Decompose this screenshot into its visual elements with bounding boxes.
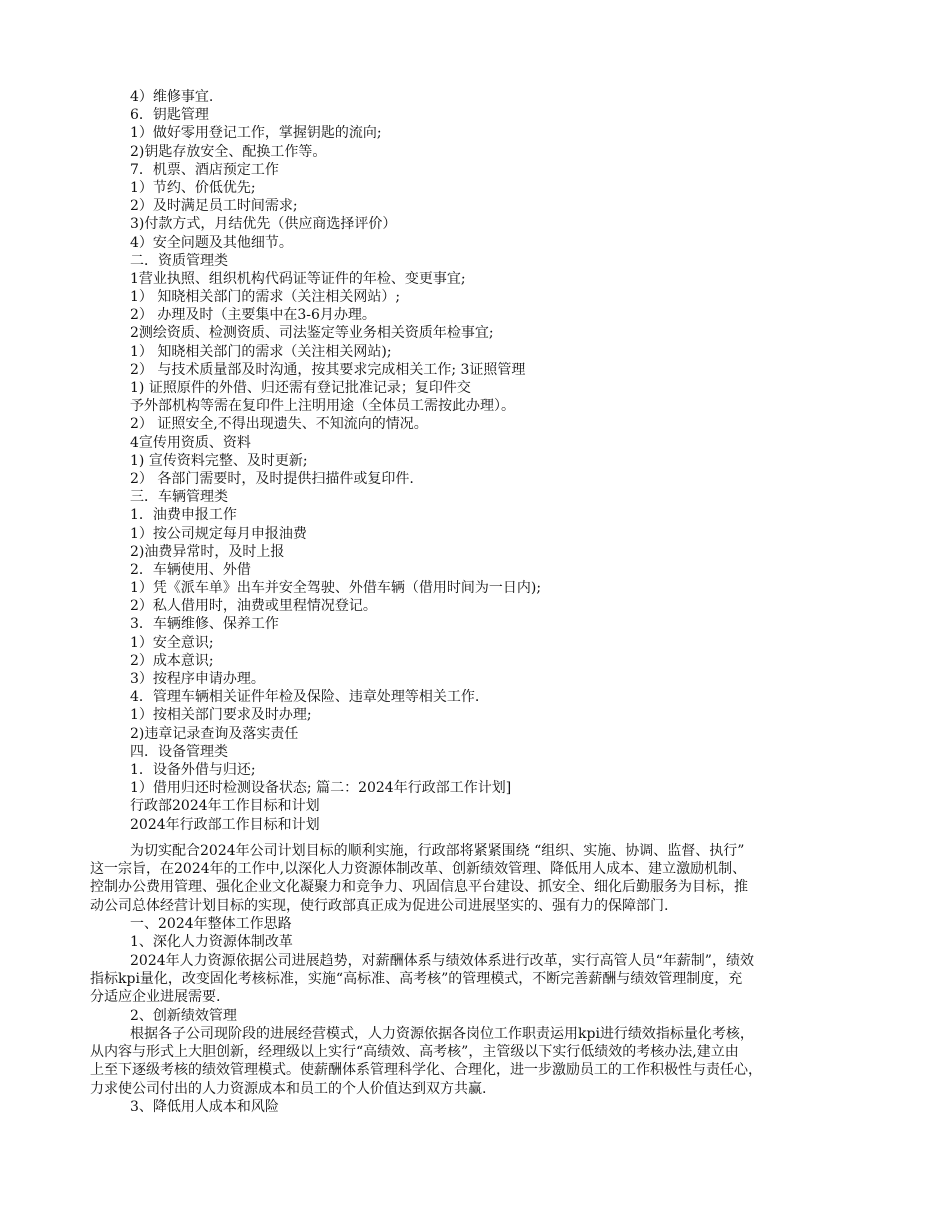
text-line: 2）私人借用时，油费或里程情况登记。 bbox=[130, 598, 377, 615]
text-line: 2)违章记录查询及落实责任 bbox=[130, 725, 299, 742]
performance-heading bbox=[0, 1007, 950, 1025]
hr-reform-paragraph bbox=[0, 952, 950, 1007]
document-subtitle: 2024年行政部工作目标和计划 bbox=[130, 816, 320, 833]
text-line: 1）节约、价低优先; bbox=[130, 179, 256, 196]
text-line: 1）安全意识; bbox=[130, 634, 214, 651]
text-line: 2）成本意识; bbox=[130, 652, 214, 669]
text-line: 予外部机构等需在复印件上注明用途（全体员工需按此办理）。 bbox=[130, 398, 515, 415]
text-line: 2)钥匙存放安全、配换工作等。 bbox=[130, 143, 327, 160]
text-line: 2） 证照安全,不得出现遗失、不知流向的情况。 bbox=[130, 416, 428, 433]
text-line: 1）按公司规定每月申报油费 bbox=[130, 525, 307, 542]
text-line: 1营业执照、组织机构代码证等证件的年检、变更事宜; bbox=[130, 270, 466, 287]
text-line: 1）按相关部门要求及时办理; bbox=[130, 707, 312, 724]
section-heading: 7．机票、酒店预定工作 bbox=[130, 161, 279, 178]
text-line: 2） 与技术质量部及时沟通，按其要求完成相关工作; 3证照管理 bbox=[130, 361, 526, 378]
paragraph-line: 这一宗旨，在2024年的工作中,以深化人力资源体制改革、创新绩效管理、降低用人成本、建立激励机制、 bbox=[90, 861, 747, 878]
text-line: 1） 知晓相关部门的需求（关注相关网站); bbox=[130, 343, 392, 360]
text-line: 2） 办理及时（主要集中在3-6月办理。 bbox=[130, 307, 376, 324]
text-line: 1）凭《派车单》出车并安全驾驶、外借车辆（借用时间为一日内); bbox=[130, 580, 542, 597]
section-heading: 1．设备外借与归还; bbox=[130, 761, 256, 778]
section-heading: 4．管理车辆相关证件年检及保险、违章处理等相关工作. bbox=[130, 689, 480, 706]
paragraph-line: 2、创新绩效管理 bbox=[130, 1008, 237, 1024]
text-line: 4宣传用资质、资料 bbox=[130, 434, 251, 451]
paragraph-line: 控制办公费用管理、强化企业文化凝聚力和竞争力、巩固信息平台建设、抓安全、细化后勤服务为目标，推 bbox=[90, 879, 748, 896]
paragraph-line: 上至下逐级考核的绩效管理模式。使薪酬体系管理科学化、合理化，进一步激励员工的工作积极性与责任心， bbox=[90, 1062, 762, 1079]
category-heading: 二．资质管理类 bbox=[130, 252, 228, 269]
text-line: 1） 知晓相关部门的需求（关注相关网站）; bbox=[130, 289, 401, 306]
text-line: 2）及时满足员工时间需求; bbox=[130, 198, 298, 215]
section-heading: 1．油费申报工作 bbox=[130, 507, 237, 524]
paragraph-line: 指标kpi量化，改变固化考核标准，实施“高标准、高考核”的管理模式，不断完善薪酬与绩效管理制度，充 bbox=[90, 971, 743, 988]
text-line: 2测绘资质、检测资质、司法鉴定等业务相关资质年检事宜; bbox=[130, 325, 494, 342]
paragraph-line: 2024年人力资源依据公司进展趋势，对薪酬体系与绩效体系进行改革，实行高管人员“年薪制”，绩效 bbox=[130, 953, 754, 969]
paragraph-line: 为切实配合2024年公司计划目标的顺利实施，行政部将紧紧围绕 “组织、实施、协调、监督、执行” bbox=[130, 843, 745, 859]
text-line: 4）维修事宜. bbox=[130, 89, 214, 105]
performance-paragraph bbox=[0, 1025, 950, 1098]
paragraph-line: 力求使公司付出的人力资源成本和员工的个人价值达到双方共赢. bbox=[90, 1080, 487, 1097]
text-line: 3）按程序申请办理。 bbox=[130, 671, 265, 687]
paragraph-line: 根据各子公司现阶段的进展经营模式，人力资源依据各岗位工作职责运用kpi进行绩效指标量化考核， bbox=[130, 1026, 754, 1042]
document-title: 行政部2024年工作目标和计划 bbox=[130, 798, 320, 815]
hr-reform-heading bbox=[0, 933, 950, 951]
category-heading: 四．设备管理类 bbox=[130, 743, 228, 760]
paragraph-line: 一、2024年整体工作思路 bbox=[130, 916, 292, 932]
cost-heading bbox=[0, 1098, 950, 1116]
section-heading: 6．钥匙管理 bbox=[130, 107, 209, 124]
line-list bbox=[0, 88, 950, 834]
paragraph-line: 动公司总体经营计划目标的实现，使行政部真正成为促进公司进展坚实的、强有力的保障部门. bbox=[90, 897, 669, 914]
overall-thinking-heading bbox=[0, 915, 950, 933]
text-line: 2)油费异常时，及时上报 bbox=[130, 543, 285, 560]
text-line: 3)付款方式，月结优先（供应商选择评价） bbox=[130, 216, 397, 233]
paragraph-line: 分适应企业进展需要. bbox=[90, 989, 221, 1006]
category-heading: 三．车辆管理类 bbox=[130, 489, 228, 506]
paragraph-line: 从内容与形式上大胆创新，经理级以上实行“高绩效、高考核”，主管级以下实行低绩效的考核办法,建立由 bbox=[90, 1044, 739, 1061]
text-line: 1) 证照原件的外借、归还需有登记批准记录；复印件交 bbox=[130, 380, 471, 396]
section-heading: 3．车辆维修、保养工作 bbox=[130, 616, 279, 633]
text-line: 1）借用归还时检测设备状态; 篇二：2024年行政部工作计划] bbox=[130, 780, 512, 797]
section-heading: 2．车辆使用、外借 bbox=[130, 561, 251, 578]
paragraph-line: 1、深化人力资源体制改革 bbox=[130, 934, 293, 950]
text-line: 1）做好零用登记工作，掌握钥匙的流向; bbox=[130, 125, 382, 142]
text-line: 4）安全问题及其他细节。 bbox=[130, 234, 293, 251]
text-line: 1) 宣传资料完整、及时更新; bbox=[130, 452, 308, 469]
paragraph-line: 3、降低用人成本和风险 bbox=[130, 1099, 279, 1115]
text-line: 2） 各部门需要时，及时提供扫描件或复印件. bbox=[130, 470, 414, 487]
intro-paragraph bbox=[0, 842, 950, 915]
